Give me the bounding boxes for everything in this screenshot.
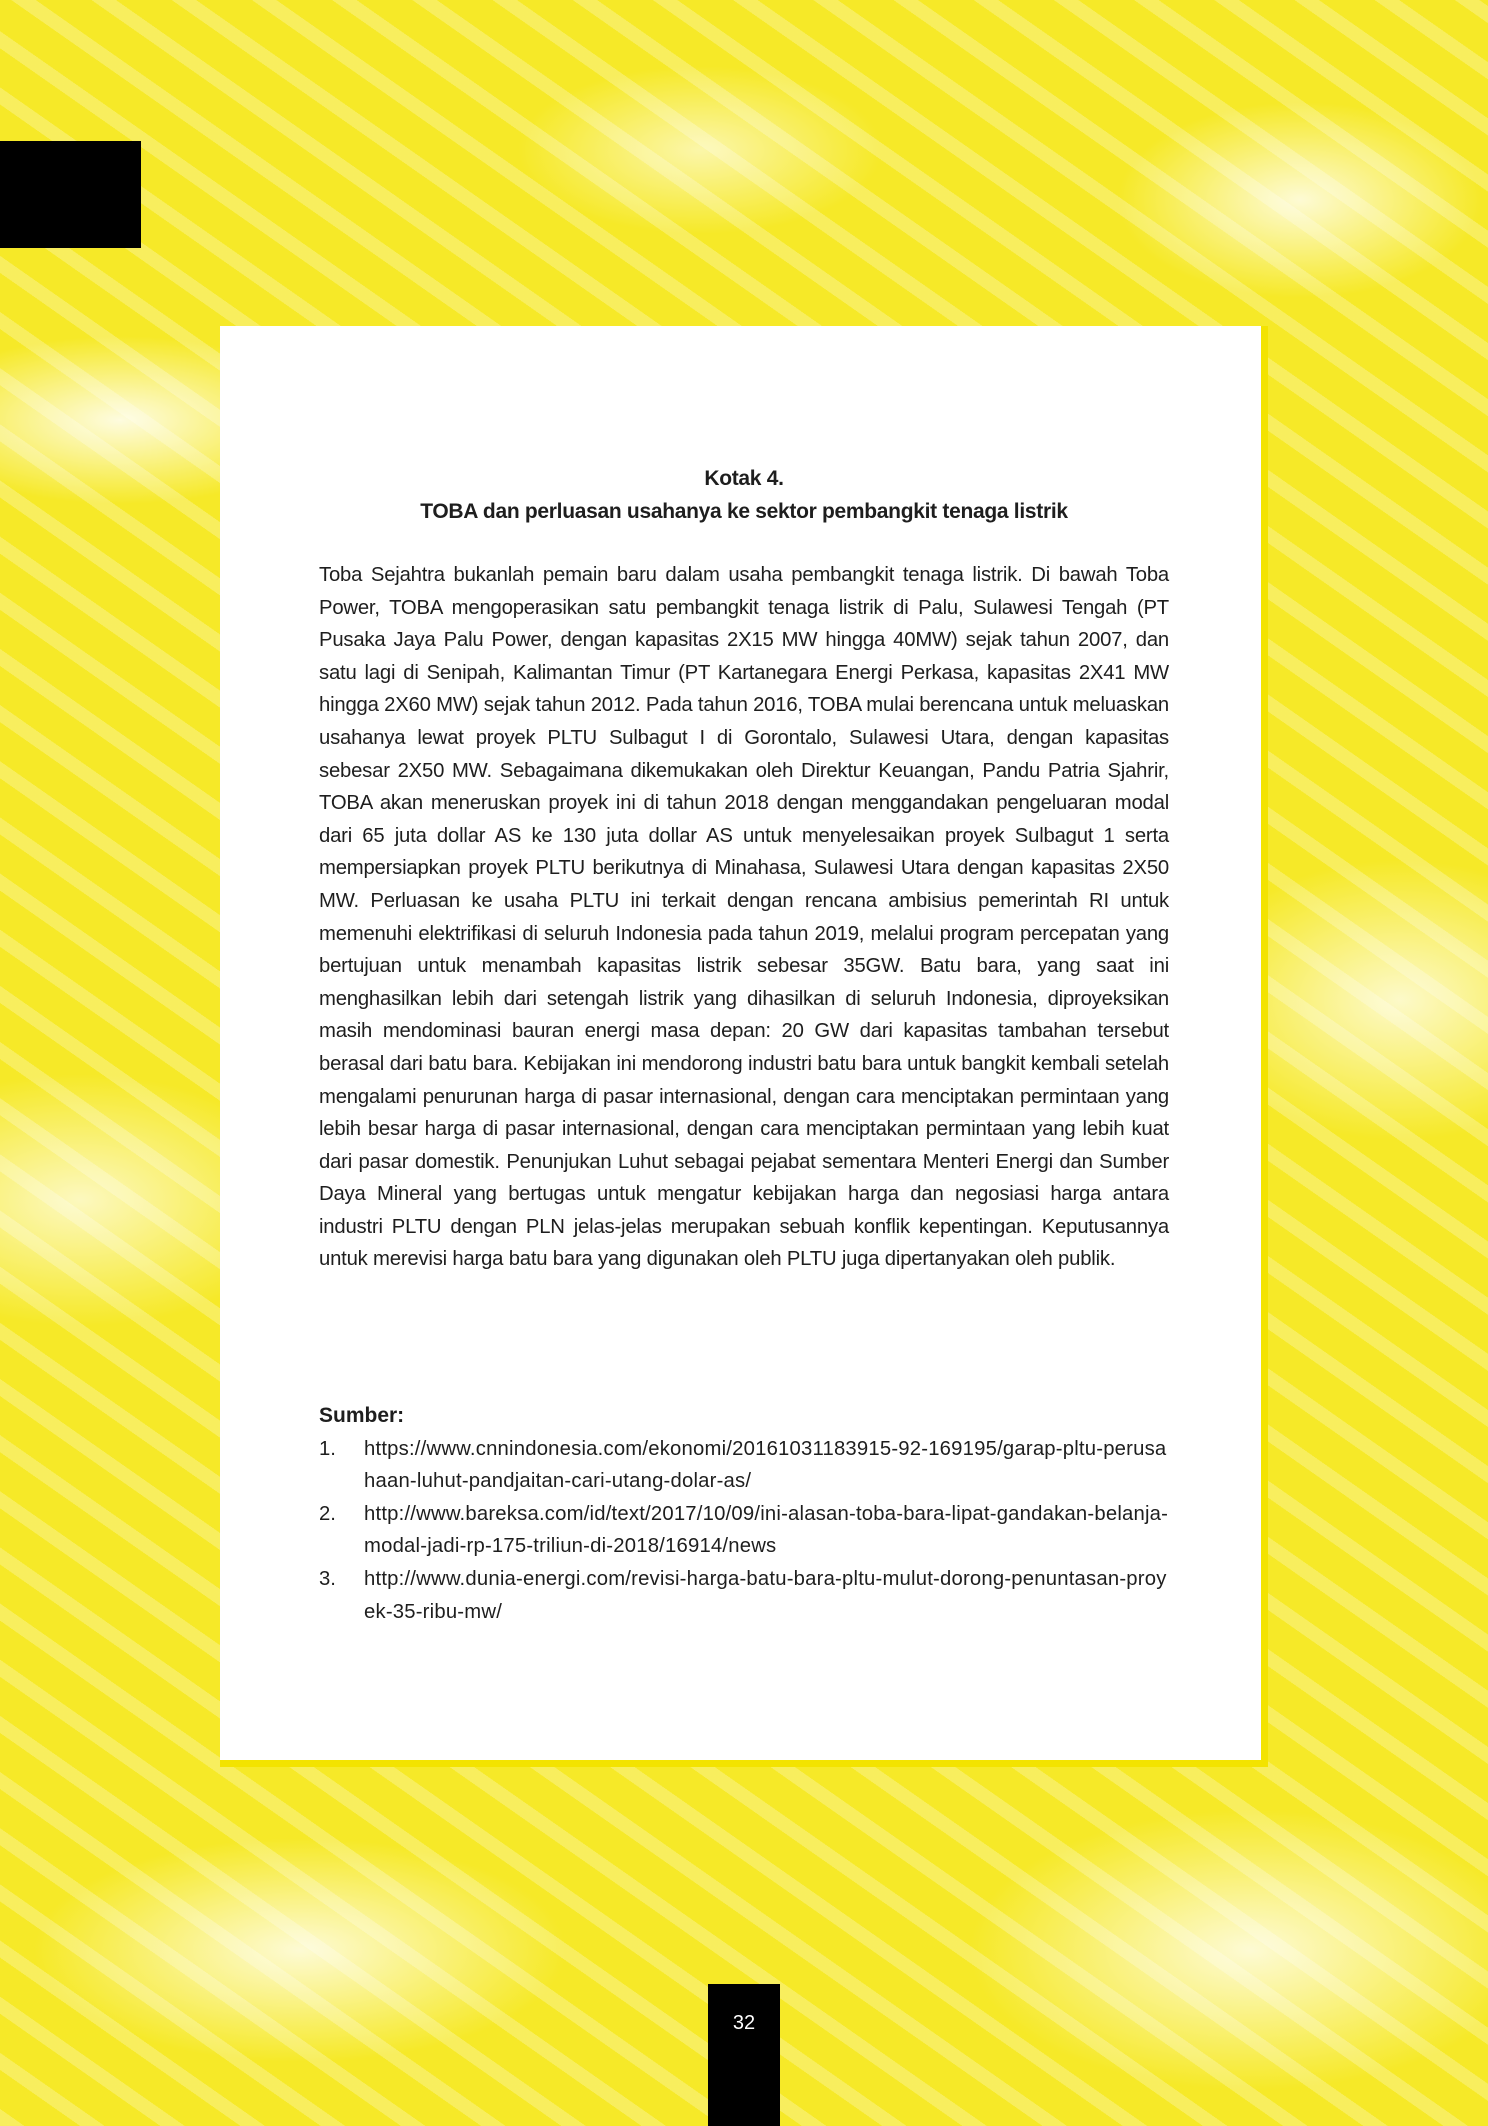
source-link[interactable]: http://www.bareksa.com/id/text/2017/10/09/ini-alasan-toba-bara-lipat-gandakan-belanja-modal-jadi-rp-175-triliun-di-2018/16914/news — [364, 1502, 1169, 1558]
source-item — [319, 1433, 1169, 1498]
source-link[interactable]: https://www.cnnindonesia.com/ekonomi/20161031183915-92-169195/garap-pltu-perusahaan-luhut-pandjaitan-cari-utang-dolar-as/ — [364, 1437, 1167, 1493]
source-item — [319, 1498, 1169, 1563]
box-heading — [319, 462, 1169, 528]
source-item — [319, 1563, 1169, 1628]
sources-heading: Sumber: — [319, 1404, 405, 1427]
source-number: 2. — [319, 1502, 336, 1525]
page-number: 32 — [708, 1984, 780, 2126]
box-label: Kotak 4. — [704, 467, 784, 490]
source-number: 3. — [319, 1567, 336, 1590]
box-title: TOBA dan perluasan usahanya ke sektor pembangkit tenaga listrik — [420, 500, 1068, 523]
source-link[interactable]: http://www.dunia-energi.com/revisi-harga-batu-bara-pltu-mulut-dorong-penuntasan-proyek-35-ribu-mw/ — [364, 1567, 1167, 1623]
sources-list — [319, 1433, 1169, 1629]
source-number: 1. — [319, 1437, 336, 1460]
box-body-paragraph: Toba Sejahtra bukanlah pemain baru dalam usaha pembangkit tenaga listrik. Di bawah Toba Power, TOBA mengoperasikan satu pembangkit tenaga listrik di Palu, Sulawesi Tengah (PT Pusaka Jaya Palu Power, dengan kapasitas 2X15 MW hingga 40MW) sejak tahun 2007, dan satu lagi di Senipah, Kalimantan Timur (PT Kartanegara Energi Perkasa, kapasitas 2X41 MW hingga 2X60 MW) sejak tahun 2012. Pada tahun 2016, TOBA mulai berencana untuk meluaskan usahanya lewat proyek PLTU Sulbagut I di Gorontalo, Sulawesi Utara, dengan kapasitas sebesar 2X50 MW. Sebagaimana dikemukakan oleh Direktur Keuangan, Pandu Patria Sjahrir, TOBA akan meneruskan proyek ini di tahun 2018 dengan menggandakan pengeluaran modal dari 65 juta dollar AS ke 130 juta dollar AS untuk menyelesaikan proyek Sulbagut 1 serta mempersiapkan proyek PLTU berikutnya di Minahasa, Sulawesi Utara dengan kapasitas 2X50 MW. Perluasan ke usaha PLTU ini terkait dengan rencana ambisius pemerintah RI untuk memenuhi elektrifikasi di seluruh Indonesia pada tahun 2019, melalui program percepatan yang bertujuan untuk menambah kapasitas listrik sebesar 35GW. Batu bara, yang saat ini menghasilkan lebih dari setengah listrik yang dihasilkan di seluruh Indonesia, diproyeksikan masih mendominasi bauran energi masa depan: 20 GW dari kapasitas tambahan tersebut berasal dari batu bara. Kebijakan ini mendorong industri batu bara untuk bangkit kembali setelah mengalami penurunan harga di pasar internasional, dengan cara menciptakan permintaan yang lebih besar harga di pasar internasional, dengan cara menciptakan permintaan yang lebih kuat dari pasar domestik. Penunjukan Luhut sebagai pejabat sementara Menteri Energi dan Sumber Daya Mineral yang bertugas untuk mengatur kebijakan harga dan negosiasi harga antara industri PLTU dengan PLN jelas-jelas merupakan sebuah konflik kepentingan. Keputusannya untuk merevisi harga batu bara yang digunakan oleh PLTU juga dipertanyakan oleh publik. — [319, 564, 1170, 1271]
corner-black-block — [0, 141, 141, 248]
sources-section — [319, 1400, 1169, 1628]
